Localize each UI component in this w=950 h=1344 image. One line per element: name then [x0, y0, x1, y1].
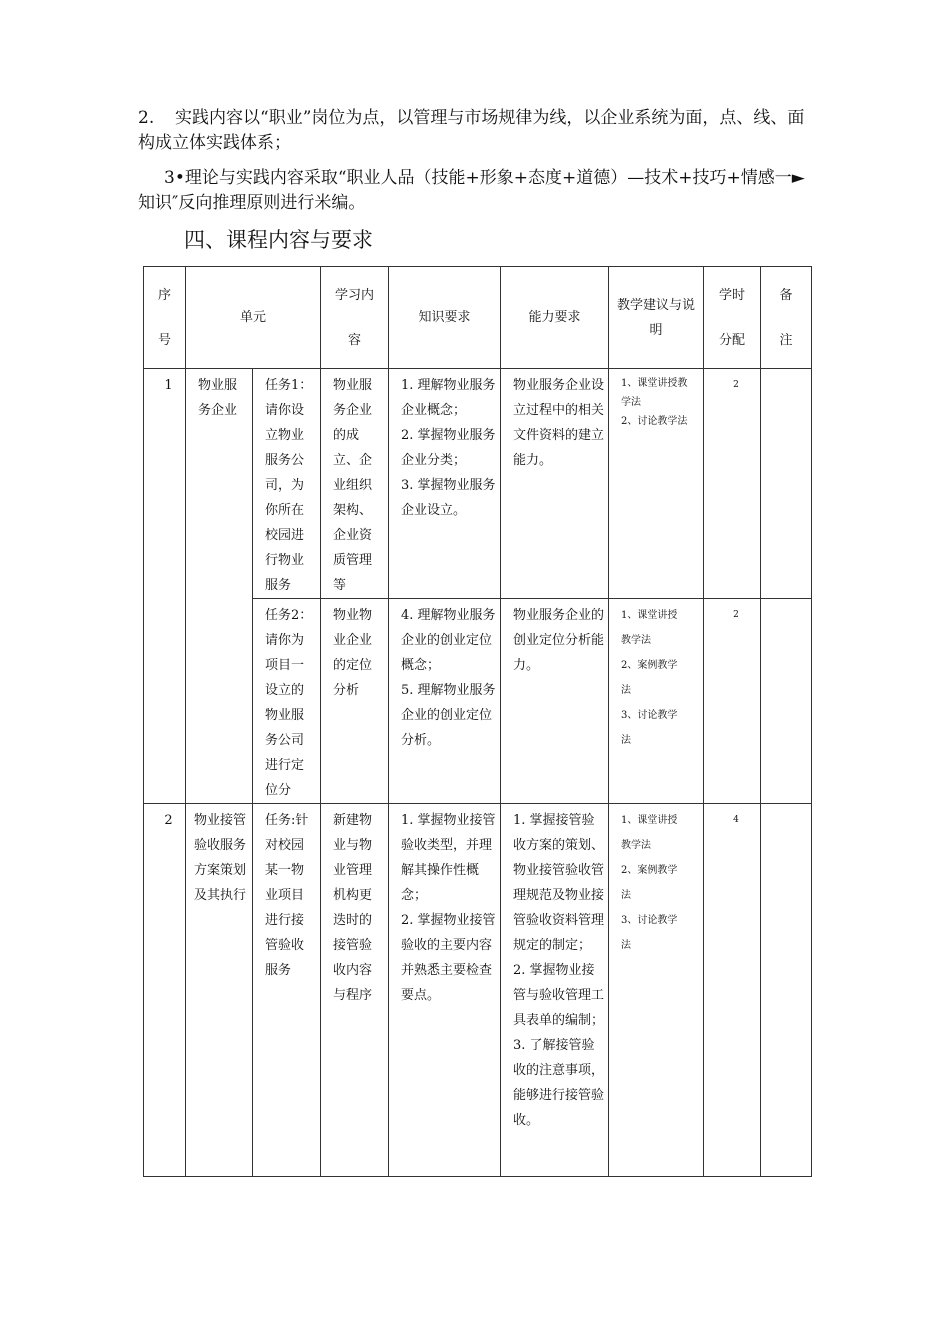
header-ability: 能力要求 — [501, 267, 609, 369]
header-content: 学习内 容 — [321, 267, 389, 369]
row-seq: 2 — [144, 804, 186, 1177]
content-cell: 新建物业与物业管理机构更迭时的接管验收内容与程序 — [321, 804, 389, 1177]
course-content-table — [143, 266, 812, 1177]
task-cell: 任务2：请你为项目一设立的物业服务公司进行定位分 — [253, 599, 321, 804]
header-knowledge: 知识要求 — [389, 267, 501, 369]
hours-cell: 2 — [704, 369, 761, 599]
row-unit: 物业接管验收服务方案策划及其执行 — [186, 804, 253, 1177]
header-notes: 备 注 — [761, 267, 812, 369]
hours-cell: 4 — [704, 804, 761, 1177]
para-text: 实践内容以“职业”岗位为点，以管理与市场规律为线，以企业系统为面，点、线、面构成立体实践体系； — [138, 108, 805, 153]
content-cell: 物业服务企业的成立、企业组织架构、企业资质管理等 — [321, 369, 389, 599]
notes-cell — [761, 369, 812, 599]
teaching-cell: 1、课堂讲授 教学法 2、案例教学 法 3、讨论教学 法 — [609, 599, 704, 804]
knowledge-cell: 1. 理解物业服务企业概念； 2. 掌握物业服务企业分类； 3. 掌握物业服务企业设立。 — [389, 369, 501, 599]
teaching-cell: 1、课堂讲授 教学法 2、案例教学 法 3、讨论教学 法 — [609, 804, 704, 1177]
header-hours: 学时 分配 — [704, 267, 761, 369]
ability-cell: 物业服务企业的创业定位分析能力。 — [501, 599, 609, 804]
header-row — [144, 267, 812, 369]
task-cell: 任务1：请你设立物业服务公司，为你所在校园进行物业服务 — [253, 369, 321, 599]
row-seq: 1 — [144, 369, 186, 804]
notes-cell — [761, 804, 812, 1177]
hours-cell: 2 — [704, 599, 761, 804]
table-row — [144, 369, 812, 599]
notes-cell — [761, 599, 812, 804]
ability-cell: 1. 掌握接管验收方案的策划、物业接管验收管理规范及物业接管验收资料管理规定的制定； 2. 掌握物业接管与验收管理工具表单的编制； 3. 了解接管验收的注意事项，能够进行接管验收。 — [501, 804, 609, 1177]
section-heading: 四、课程内容与要求 — [184, 228, 373, 252]
intro-paragraph-2 — [138, 106, 818, 156]
ability-cell: 物业服务企业设立过程中的相关文件资料的建立能力。 — [501, 369, 609, 599]
row-unit: 物业服务企业 — [186, 369, 253, 804]
intro-paragraph-3 — [138, 166, 818, 216]
knowledge-cell: 1. 掌握物业接管验收类型，并理解其操作性概念； 2. 掌握物业接管验收的主要内容并熟悉主要检查要点。 — [389, 804, 501, 1177]
header-seq: 序 号 — [144, 267, 186, 369]
para-text: 3•理论与实践内容采取“职业人品（技能+形象+态度+道德）—技术+技巧+情感一►知识″反向推理原则进行米编。 — [138, 168, 805, 213]
content-cell: 物业物业企业的定位分析 — [321, 599, 389, 804]
para-number: 2. — [138, 108, 155, 128]
header-unit: 单元 — [186, 267, 321, 369]
knowledge-cell: 4. 理解物业服务企业的创业定位概念； 5. 理解物业服务企业的创业定位分析。 — [389, 599, 501, 804]
task-cell: 任务:针对校园某一物业项目进行接管验收服务 — [253, 804, 321, 1177]
teaching-cell: 1、课堂讲授教 学法 2、讨论教学法 — [609, 369, 704, 599]
table-row — [144, 804, 812, 1177]
header-teaching: 教学建议与说明 — [609, 267, 704, 369]
